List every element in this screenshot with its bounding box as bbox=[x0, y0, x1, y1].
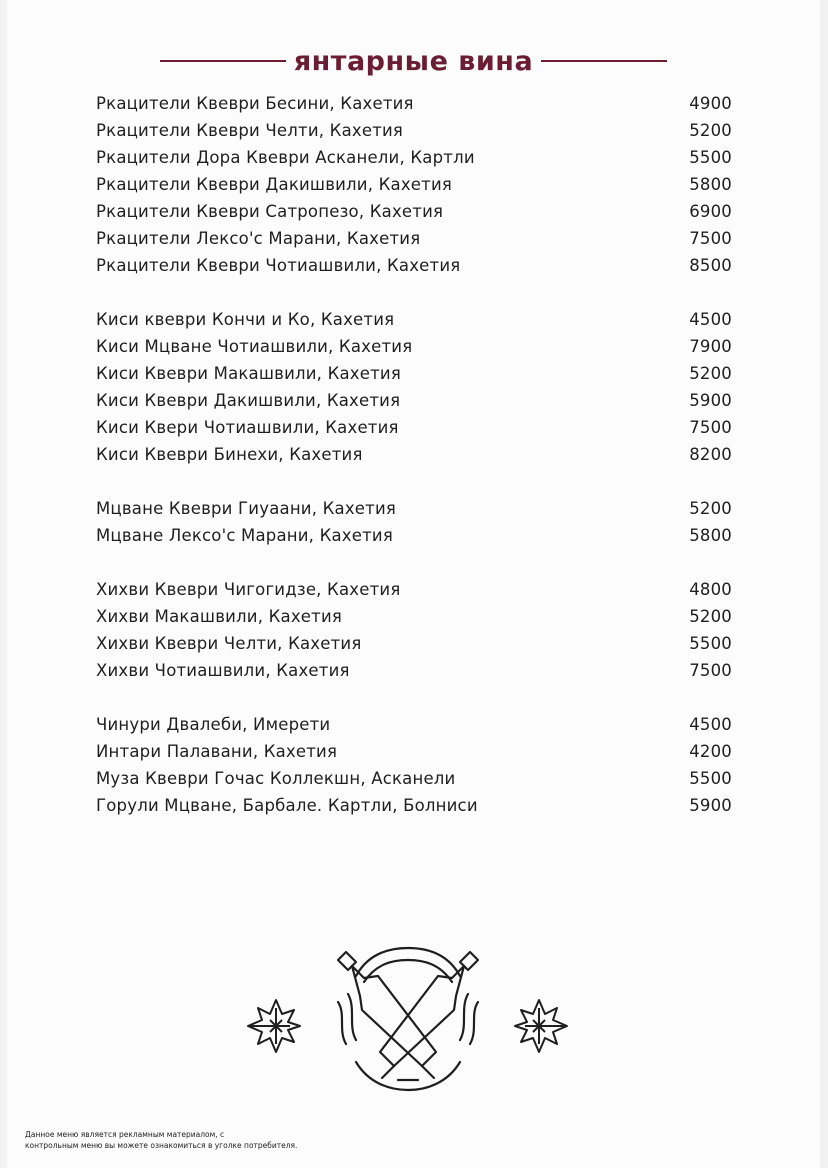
grape-leaf-icon bbox=[248, 1000, 300, 1052]
disclaimer bbox=[25, 1129, 355, 1151]
wine-name: Хихви Макашвили, Кахетия bbox=[96, 607, 343, 626]
wine-name: Муза Квеври Гочас Коллекшн, Асканели bbox=[96, 769, 456, 788]
wine-price: 5500 bbox=[689, 769, 732, 788]
title-divider-left bbox=[160, 60, 286, 62]
menu-item bbox=[96, 738, 732, 765]
wine-price: 7500 bbox=[689, 229, 732, 248]
disclaimer-line: контрольным меню вы можете ознакомиться в уголке потребителя. bbox=[25, 1141, 298, 1150]
menu-item bbox=[96, 225, 732, 252]
menu-item bbox=[96, 441, 732, 468]
wine-list bbox=[96, 90, 732, 846]
emblem bbox=[7, 940, 820, 1100]
crossed-wine-bottles-emblem-icon bbox=[338, 948, 478, 1090]
wine-price: 5900 bbox=[689, 391, 732, 410]
menu-item bbox=[96, 198, 732, 225]
wine-name: Ркацители Квеври Челти, Кахетия bbox=[96, 121, 404, 140]
wine-name: Киси Квеври Бинехи, Кахетия bbox=[96, 445, 363, 464]
wine-name: Мцване Квеври Гиуаани, Кахетия bbox=[96, 499, 397, 518]
wine-group bbox=[96, 90, 732, 279]
menu-item bbox=[96, 252, 732, 279]
wine-group bbox=[96, 711, 732, 819]
wine-price: 8200 bbox=[689, 445, 732, 464]
wine-price: 5800 bbox=[689, 175, 732, 194]
wine-price: 7900 bbox=[689, 337, 732, 356]
wine-group bbox=[96, 306, 732, 468]
wine-name: Ркацители Квеври Дакишвили, Кахетия bbox=[96, 175, 453, 194]
wine-group bbox=[96, 576, 732, 684]
menu-item bbox=[96, 414, 732, 441]
wine-name: Чинури Двалеби, Имерети bbox=[96, 715, 331, 734]
menu-item bbox=[96, 603, 732, 630]
wine-price: 8500 bbox=[689, 256, 732, 275]
menu-item bbox=[96, 630, 732, 657]
wine-price: 5200 bbox=[689, 364, 732, 383]
wine-price: 5500 bbox=[689, 634, 732, 653]
wine-name: Горули Мцване, Барбале. Картли, Болниси bbox=[96, 796, 478, 815]
wine-price: 5200 bbox=[689, 499, 732, 518]
menu-item bbox=[96, 657, 732, 684]
section-title: янтарные вина bbox=[293, 45, 534, 77]
wine-name: Ркацители Квеври Чотиашвили, Кахетия bbox=[96, 256, 461, 275]
wine-name: Ркацители Дора Квеври Асканели, Картли bbox=[96, 148, 475, 167]
menu-item bbox=[96, 387, 732, 414]
wine-name: Киси Квеври Макашвили, Кахетия bbox=[96, 364, 401, 383]
wine-name: Киси Мцване Чотиашвили, Кахетия bbox=[96, 337, 413, 356]
wine-price: 7500 bbox=[689, 661, 732, 680]
wine-name: Киси квеври Кончи и Ко, Кахетия bbox=[96, 310, 395, 329]
wine-group bbox=[96, 495, 732, 549]
menu-item bbox=[96, 171, 732, 198]
wine-name: Интари Палавани, Кахетия bbox=[96, 742, 338, 761]
title-divider-right bbox=[541, 60, 667, 62]
wine-price: 4500 bbox=[689, 715, 732, 734]
wine-name: Ркацители Квеври Бесини, Кахетия bbox=[96, 94, 414, 113]
menu-page bbox=[7, 0, 820, 1168]
wine-price: 6900 bbox=[689, 202, 732, 221]
menu-item bbox=[96, 765, 732, 792]
wine-name: Киси Квери Чотиашвили, Кахетия bbox=[96, 418, 399, 437]
wine-price: 4200 bbox=[689, 742, 732, 761]
menu-item bbox=[96, 144, 732, 171]
menu-item bbox=[96, 792, 732, 819]
menu-item bbox=[96, 576, 732, 603]
wine-name: Хихви Квеври Челти, Кахетия bbox=[96, 634, 362, 653]
wine-price: 5900 bbox=[689, 796, 732, 815]
wine-price: 4900 bbox=[689, 94, 732, 113]
menu-item bbox=[96, 522, 732, 549]
wine-price: 5200 bbox=[689, 121, 732, 140]
wine-price: 4500 bbox=[689, 310, 732, 329]
disclaimer-line: Данное меню является рекламным материалом, с bbox=[25, 1130, 225, 1139]
wine-name: Хихви Квеври Чигогидзе, Кахетия bbox=[96, 580, 401, 599]
menu-item bbox=[96, 495, 732, 522]
grape-leaf-icon bbox=[515, 1000, 567, 1052]
menu-item bbox=[96, 711, 732, 738]
wine-name: Ркацители Лексо'с Марани, Кахетия bbox=[96, 229, 421, 248]
wine-name: Хихви Чотиашвили, Кахетия bbox=[96, 661, 350, 680]
wine-name: Ркацители Квеври Сатропезо, Кахетия bbox=[96, 202, 444, 221]
wine-price: 4800 bbox=[689, 580, 732, 599]
wine-name: Киси Квеври Дакишвили, Кахетия bbox=[96, 391, 401, 410]
menu-item bbox=[96, 90, 732, 117]
wine-price: 5800 bbox=[689, 526, 732, 545]
wine-price: 5500 bbox=[689, 148, 732, 167]
wine-price: 5200 bbox=[689, 607, 732, 626]
menu-item bbox=[96, 306, 732, 333]
menu-item bbox=[96, 333, 732, 360]
menu-item bbox=[96, 360, 732, 387]
section-header bbox=[7, 44, 820, 78]
wine-price: 7500 bbox=[689, 418, 732, 437]
menu-item bbox=[96, 117, 732, 144]
wine-name: Мцване Лексо'с Марани, Кахетия bbox=[96, 526, 393, 545]
